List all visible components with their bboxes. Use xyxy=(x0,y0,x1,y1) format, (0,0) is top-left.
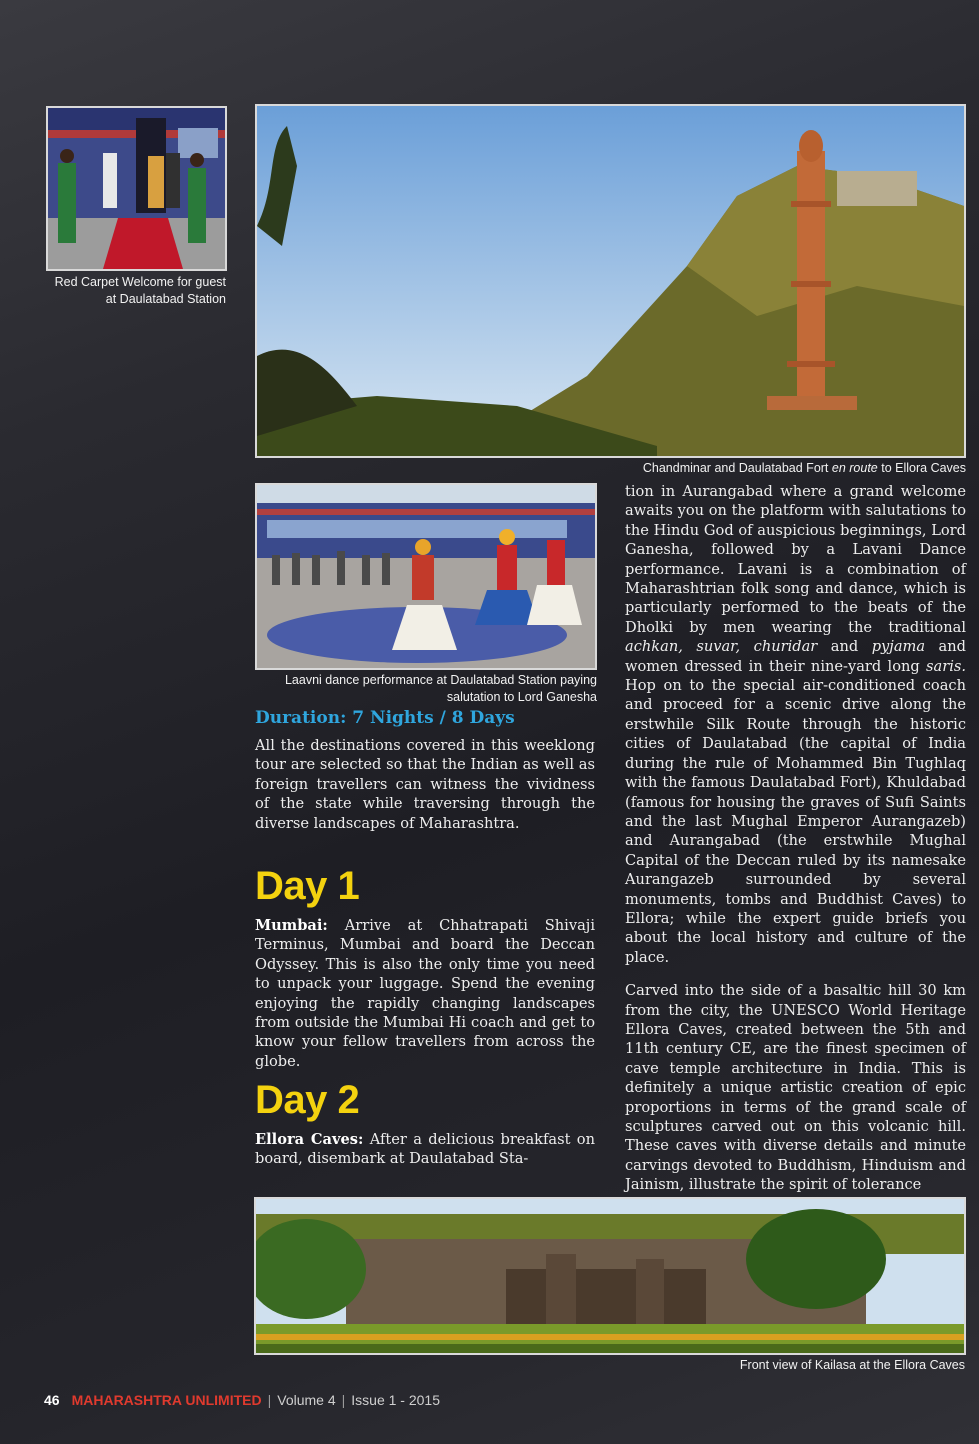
photo-chandminar xyxy=(255,104,966,458)
right-column xyxy=(625,482,966,1209)
red-carpet-caption xyxy=(40,274,226,308)
chandminar-image xyxy=(257,106,964,456)
right-p1-a: tion in Aurangabad where a grand welcome awaits you on the platform with salutations to the Hindu God of auspicious beginnings, Lord Ganesha, followed by a Lavani Dance performance. Lavani is a combination of Maharashtrian folk song and dance, which is particularly performed to the beats of the Dholki by men wearing the traditional xyxy=(625,483,966,636)
day2-heading: Day 2 xyxy=(255,1078,360,1122)
lavani-caption xyxy=(255,672,597,706)
right-p1-b: and xyxy=(817,638,872,656)
right-p1-em2: pyjama xyxy=(871,638,926,656)
day1-text: Arrive at Chhatrapati Shivaji Terminus, Mumbai and board the Deccan Odyssey. This is also the only time you need to unpack your luggage. Spend the evening enjoying the rapidly changing landscapes from outside the Mumbai Hi coach and get to know your fellow travellers from across the globe. xyxy=(255,917,595,1070)
page-number: 46 xyxy=(44,1392,60,1408)
lavani-image xyxy=(257,485,595,668)
kailasa-image xyxy=(256,1199,964,1353)
photo-lavani-dance xyxy=(255,483,597,670)
right-p1-c: and women dressed in their nine-yard long xyxy=(625,638,966,675)
chandminar-caption-pre: Chandminar and Daulatabad Fort xyxy=(642,461,832,475)
page-footer xyxy=(44,1392,440,1408)
issue-label: Issue 1 - 2015 xyxy=(351,1392,440,1408)
photo-kailasa xyxy=(254,1197,966,1355)
day2-paragraph xyxy=(255,1130,595,1169)
photo-red-carpet-welcome xyxy=(46,106,227,271)
footer-separator-2: | xyxy=(341,1392,346,1408)
lavani-caption-line1: Laavni dance performance at Daulatabad Station paying xyxy=(284,673,597,687)
chandminar-caption-post: to Ellora Caves xyxy=(877,461,966,475)
red-carpet-caption-line2: at Daulatabad Station xyxy=(105,292,226,306)
right-paragraph-2: Carved into the side of a basaltic hill 30 km from the city, the UNESCO World Heritage Ellora Caves, created between the 5th and 11th century CE, are the finest specimen of cave temple architecture in India. This is definitely a unique artistic creation of epic proportions in terms of the grand scale of sculptures carved out on this volcanic hill. These caves with diverse details and minute carvings devoted to Buddhism, Hinduism and Jainism, illustrate the spirit of tolerance xyxy=(625,982,966,1194)
left-column xyxy=(255,736,595,847)
right-p1-em: achkan, suvar, churidar xyxy=(625,638,818,656)
chandminar-caption-em: en route xyxy=(831,461,878,475)
day1-paragraph xyxy=(255,916,595,1071)
day1-lead: Mumbai: xyxy=(255,917,328,934)
magazine-name: MAHARASHTRA UNLIMITED xyxy=(71,1392,262,1408)
lavani-caption-line2: salutation to Lord Ganesha xyxy=(446,690,597,704)
day1-heading: Day 1 xyxy=(255,864,360,908)
right-p1-em3: saris. xyxy=(926,657,966,675)
kailasa-caption: Front view of Kailasa at the Ellora Caves xyxy=(739,1358,965,1372)
chandminar-caption xyxy=(255,460,966,477)
red-carpet-caption-line1: Red Carpet Welcome for guest xyxy=(54,275,226,289)
red-carpet-image xyxy=(48,108,225,269)
intro-paragraph: All the destinations covered in this weeklong tour are selected so that the Indian as well as foreign travellers can witness the vividness of the state while traversing through the diverse landscapes of Maharashtra. xyxy=(255,737,595,832)
right-p1-d: Hop on to the special air-conditioned coach and proceed for a scenic drive along the erstwhile Silk Route through the historic cities of Daulatabad (the capital of India during the rule of Mohammed Bin Tughlaq with the famous Daulatabad Fort), Khuldabad (famous for housing the graves of Sufi Saints and the last Mughal Emperor Aurangazeb) and Aurangabad (the erstwhile Mughal Capital of the Deccan ruled by its namesake Aurangazeb surrounded by several monuments, tombs and Buddhist Caves) to Ellora; while the expert guide briefs you about the local history and culture of the place. xyxy=(625,677,966,966)
day2-text: After a delicious breakfast on board, disembark at Daulatabad Sta- xyxy=(255,1131,595,1168)
right-paragraph-1 xyxy=(625,482,966,967)
volume-label: Volume 4 xyxy=(277,1392,336,1408)
duration-heading: Duration: 7 Nights / 8 Days xyxy=(255,708,515,728)
footer-separator-1: | xyxy=(267,1392,272,1408)
day2-lead: Ellora Caves: xyxy=(255,1131,364,1148)
